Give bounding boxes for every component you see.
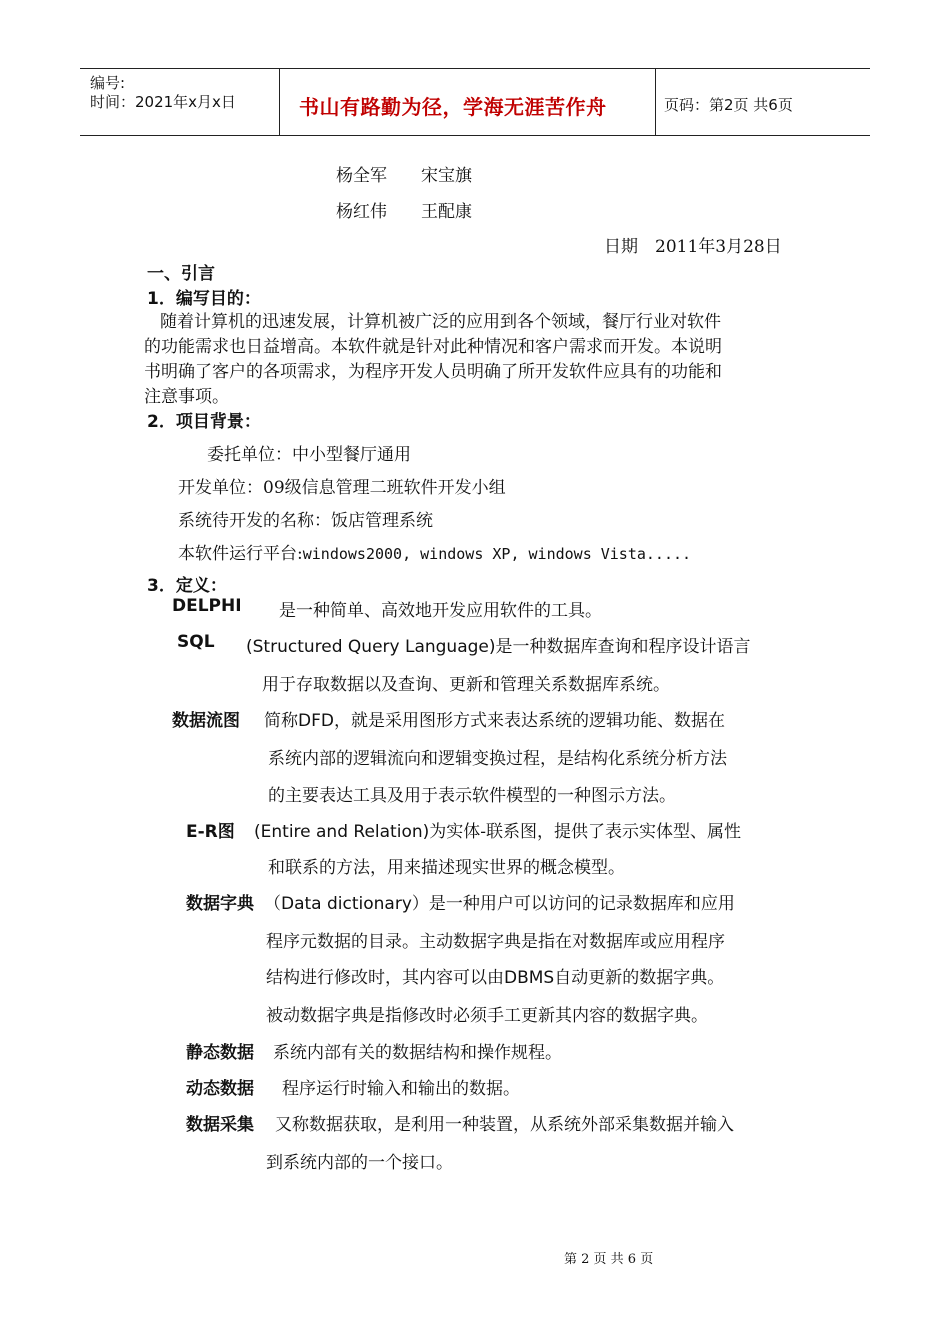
header-top-rule <box>80 68 870 69</box>
definition-data-collection-line-2: 到系统内部的一个接口。 <box>266 1153 453 1173</box>
definition-er-line-1 <box>254 817 741 842</box>
definition-dfd-line-2: 系统内部的逻辑流向和逻辑变换过程，是结构化系统分析方法 <box>268 749 727 769</box>
term-data-dictionary: 数据字典 <box>186 894 254 914</box>
authors-row-1: 杨全军 宋宝旗 <box>336 166 472 186</box>
subsection-title-purpose: 1．编写目的： <box>147 289 261 309</box>
background-client: 委托单位：中小型餐厅通用 <box>207 445 411 465</box>
er-desc-1: 为实体-联系图，提供了表示实体型、属性 <box>429 822 741 842</box>
section-title-introduction: 一、引言 <box>147 264 215 284</box>
term-data-flow-diagram: 数据流图 <box>172 711 240 731</box>
document-number-label: 编号: <box>90 74 126 92</box>
term-static-data: 静态数据 <box>186 1043 254 1063</box>
page-number-label: 页码：第2页 共6页 <box>664 96 793 114</box>
purpose-line-1: 随着计算机的迅速发展，计算机被广泛的应用到各个领域，餐厅行业对软件 <box>160 312 721 332</box>
definition-data-collection-line-1: 又称数据获取，是利用一种装置，从系统外部采集数据并输入 <box>275 1115 734 1135</box>
definition-delphi: 是一种简单、高效地开发应用软件的工具。 <box>279 601 602 621</box>
platform-value: windows2000, windows XP, windows Vista..... <box>302 545 692 563</box>
document-date: 日期 2011年3月28日 <box>604 237 782 257</box>
definition-sql-line-2: 用于存取数据以及查询、更新和管理关系数据库系统。 <box>262 675 670 695</box>
dd-desc-1: 是一种用户可以访问的记录数据库和应用 <box>428 894 735 914</box>
dfd-abbrev: DFD <box>298 711 334 731</box>
background-developer: 开发单位：09级信息管理二班软件开发小组 <box>178 478 506 498</box>
sql-desc-1: 是一种数据库查询和程序设计语言 <box>495 637 751 657</box>
subsection-title-definitions: 3．定义： <box>147 576 227 596</box>
definition-static-data: 系统内部有关的数据结构和操作规程。 <box>273 1043 562 1063</box>
dd-desc-3-post: 自动更新的数据字典。 <box>554 968 725 988</box>
definition-sql-line-1 <box>246 632 751 657</box>
dd-english-name: （Data dictionary） <box>264 894 429 914</box>
definition-er-line-2: 和联系的方法，用来描述现实世界的概念模型。 <box>268 858 625 878</box>
definition-dynamic-data: 程序运行时输入和输出的数据。 <box>282 1079 520 1099</box>
term-data-collection: 数据采集 <box>186 1115 254 1135</box>
dfd-desc-post: ，就是采用图形方式来表达系统的逻辑功能、数据在 <box>333 711 725 731</box>
definition-dd-line-3 <box>266 963 724 988</box>
subsection-title-background: 2．项目背景： <box>147 412 261 432</box>
term-dynamic-data: 动态数据 <box>186 1079 254 1099</box>
er-english-name: (Entire and Relation) <box>254 822 430 842</box>
definition-dd-line-4: 被动数据字典是指修改时必须手工更新其内容的数据字典。 <box>266 1006 708 1026</box>
term-sql: SQL <box>177 632 215 652</box>
purpose-line-4: 注意事项。 <box>144 387 229 407</box>
page-footer: 第 2 页 共 6 页 <box>564 1252 654 1267</box>
definition-dd-line-2: 程序元数据的目录。主动数据字典是指在对数据库或应用程序 <box>266 932 725 952</box>
purpose-line-2: 的功能需求也日益增高。本软件就是针对此种情况和客户需求而开发。本说明 <box>144 337 722 357</box>
dd-desc-3-pre: 结构进行修改时，其内容可以由 <box>266 968 504 988</box>
background-system-name: 系统待开发的名称：饭店管理系统 <box>178 511 433 531</box>
document-time-label: 时间：2021年x月x日 <box>90 93 236 111</box>
term-er-diagram: E-R图 <box>186 822 235 842</box>
authors-row-2: 杨红伟 王配康 <box>336 202 472 222</box>
purpose-line-3: 书明确了客户的各项需求，为程序开发人员明确了所开发软件应具有的功能和 <box>144 362 722 382</box>
header-divider-left <box>279 69 280 135</box>
background-platform <box>178 539 691 564</box>
term-delphi: DELPHI <box>172 596 242 616</box>
definition-dd-line-1 <box>264 889 735 914</box>
dd-dbms: DBMS <box>504 968 555 988</box>
header-bottom-rule <box>80 135 870 136</box>
platform-label: 本软件运行平台: <box>178 544 303 564</box>
definition-dfd-line-1 <box>264 706 725 731</box>
header-divider-right <box>655 69 656 135</box>
header-motto: 书山有路勤为径，学海无涯苦作舟 <box>299 95 607 119</box>
sql-english-name: (Structured Query Language) <box>246 637 496 657</box>
dfd-desc-pre: 简称 <box>264 711 298 731</box>
definition-dfd-line-3: 的主要表达工具及用于表示软件模型的一种图示方法。 <box>268 786 676 806</box>
